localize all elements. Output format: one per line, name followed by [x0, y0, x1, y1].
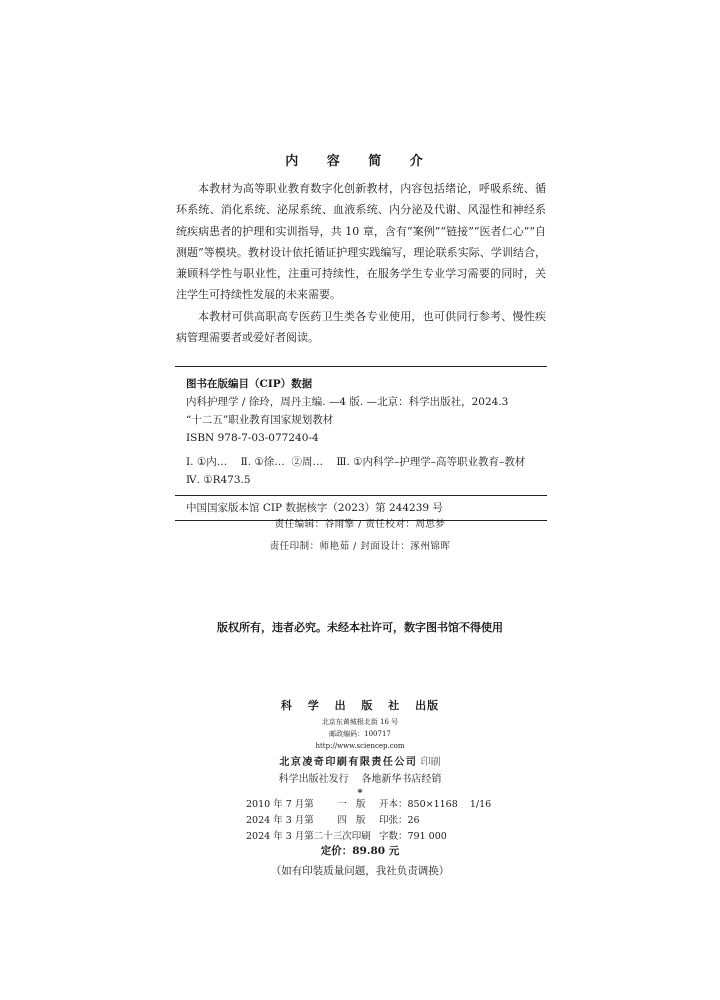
cip-line-title: 内科护理学 / 徐玲，周丹主编. —4 版. —北京：科学出版社，2024.3	[186, 396, 509, 408]
cip-line-series: “十二五”职业教育国家规划教材	[186, 414, 334, 426]
cip-verify-number: 中国国家版本馆 CIP 数据核字（2023）第 244239 号	[175, 495, 547, 520]
edition-info	[246, 797, 491, 845]
editors-line-1: 责任编辑：谷雨擎 / 责任校对：周思梦	[274, 519, 446, 530]
editors-line-2: 责任印制：师艳茹 / 封面设计：涿州锦晖	[269, 541, 451, 552]
cip-data-block	[175, 366, 547, 521]
edition-row-2	[246, 813, 491, 829]
distribution-line: 科学出版社发行 各地新华书店经销	[278, 774, 442, 785]
printer-name: 北京凌奇印刷有限责任公司	[279, 757, 418, 768]
cip-classification	[175, 453, 547, 489]
edition-suffix-1: 版	[356, 799, 366, 810]
publisher-name-suffix: 出版	[415, 699, 440, 712]
publisher-website: http://www.sciencep.com	[315, 742, 405, 750]
copyright-statement: 版权所有，违者必究。未经本社许可，数字图书馆不得使用	[217, 621, 503, 634]
quality-notice: （如有印装质量问题，我社负责调换）	[270, 865, 450, 877]
edition-info-1: 开本：850×1168 1/16	[379, 799, 492, 810]
edition-date-1: 2010 年 7 月第	[246, 799, 314, 810]
cip-class-line-1: Ⅰ. ①内… Ⅱ. ①徐… ②周… Ⅲ. ①内科学–护理学–高等职业教育–教材	[186, 456, 526, 468]
price: 定价：89.80 元	[320, 845, 400, 857]
cip-class-line-2: Ⅳ. ①R473.5	[186, 474, 251, 486]
editors-credits	[0, 514, 720, 558]
edition-date-2: 2024 年 3 月第	[246, 815, 314, 826]
publisher-address: 北京东黄城根北街 16 号	[321, 718, 399, 726]
cip-body	[175, 393, 547, 447]
publisher-name-line	[0, 696, 720, 716]
publisher-name: 科 学 出 版 社	[280, 699, 406, 712]
summary-paragraph-2: 本教材可供高职高专医药卫生类各专业使用，也可供同行参考、慢性疾病管理需要者或爱好者阅读。	[176, 309, 546, 345]
printer-line	[0, 754, 720, 772]
publisher-block	[0, 696, 720, 800]
edition-info-3: 字数：791 000	[379, 831, 447, 842]
summary-paragraph-1: 本教材为高等职业教育数字化创新教材，内容包括绪论，呼吸系统、循环系统、消化系统、泌尿系统、血液系统、内分泌及代谢、风湿性和神经系统疾病患者的护理和实训指导，共 10 章，含有“案例”“链接”“医者仁心”“自测题”等模块。教材设计依托循证护理实践编写，理论联系实际、学训结合，兼顾科学性与职业性，注重可持续性，在服务学生专业学习需要的同时，关注学生可持续性发展的未来需要。	[176, 182, 546, 302]
printer-suffix: 印刷	[420, 757, 441, 768]
edition-number-2: 四	[337, 815, 347, 826]
content-summary	[176, 178, 546, 348]
edition-row-1	[246, 797, 491, 813]
printing-date: 2024 年 3 月第二十三次印刷	[246, 831, 371, 842]
publisher-postcode: 邮政编码：100717	[329, 730, 391, 738]
edition-suffix-2: 版	[356, 815, 366, 826]
edition-info-2: 印张：26	[379, 815, 420, 826]
cip-heading: 图书在版编目（CIP）数据	[186, 378, 313, 390]
separator-star: *	[357, 788, 363, 799]
cip-line-isbn: ISBN 978-7-03-077240-4	[186, 432, 319, 444]
page-title: 内 容 简 介	[285, 154, 435, 169]
edition-number-1: 一	[337, 799, 347, 810]
